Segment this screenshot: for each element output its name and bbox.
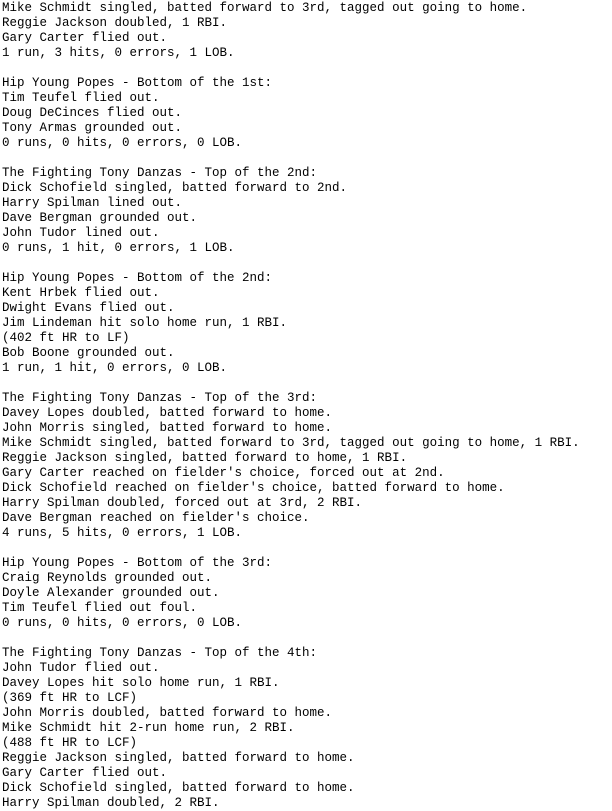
log-line: Dick Schofield singled, batted forward to 2nd. bbox=[2, 181, 348, 195]
log-line: Hip Young Popes - Bottom of the 1st: bbox=[2, 76, 273, 90]
log-line bbox=[2, 376, 612, 391]
log-line: Hip Young Popes - Bottom of the 2nd: bbox=[2, 271, 273, 285]
log-line bbox=[2, 541, 612, 556]
log-line: Doug DeCinces flied out. bbox=[2, 106, 183, 120]
log-line: Harry Spilman doubled, forced out at 3rd, 2 RBI. bbox=[2, 496, 363, 510]
log-line: Harry Spilman lined out. bbox=[2, 196, 183, 210]
log-line: Mike Schmidt singled, batted forward to 3rd, tagged out going to home. bbox=[2, 1, 528, 15]
log-line: Gary Carter reached on fielder's choice, forced out at 2nd. bbox=[2, 466, 445, 480]
log-line: Reggie Jackson singled, batted forward to home, 1 RBI. bbox=[2, 451, 408, 465]
log-line: (488 ft HR to LCF) bbox=[2, 736, 138, 750]
log-line: (402 ft HR to LF) bbox=[2, 331, 130, 345]
log-line: Kent Hrbek flied out. bbox=[2, 286, 160, 300]
log-line: 1 run, 1 hit, 0 errors, 0 LOB. bbox=[2, 361, 228, 375]
log-line: John Tudor flied out. bbox=[2, 661, 160, 675]
log-line: Gary Carter flied out. bbox=[2, 766, 168, 780]
log-line: Craig Reynolds grounded out. bbox=[2, 571, 213, 585]
log-line: Tim Teufel flied out. bbox=[2, 91, 160, 105]
log-line: Mike Schmidt singled, batted forward to 3rd, tagged out going to home, 1 RBI. bbox=[2, 436, 580, 450]
log-line: The Fighting Tony Danzas - Top of the 2nd: bbox=[2, 166, 318, 180]
log-line bbox=[2, 256, 612, 271]
log-line: Dick Schofield reached on fielder's choice, batted forward to home. bbox=[2, 481, 505, 495]
log-line: Davey Lopes doubled, batted forward to home. bbox=[2, 406, 333, 420]
log-line: Gary Carter flied out. bbox=[2, 31, 168, 45]
log-line: Mike Schmidt hit 2-run home run, 2 RBI. bbox=[2, 721, 295, 735]
log-line: The Fighting Tony Danzas - Top of the 4th: bbox=[2, 646, 318, 660]
log-line: 1 run, 3 hits, 0 errors, 1 LOB. bbox=[2, 46, 235, 60]
log-line: 4 runs, 5 hits, 0 errors, 1 LOB. bbox=[2, 526, 243, 540]
log-line bbox=[2, 151, 612, 166]
log-line: Doyle Alexander grounded out. bbox=[2, 586, 220, 600]
game-log bbox=[2, 1, 612, 811]
log-line: Tim Teufel flied out foul. bbox=[2, 601, 198, 615]
log-line: Dave Bergman grounded out. bbox=[2, 211, 198, 225]
log-line: Davey Lopes hit solo home run, 1 RBI. bbox=[2, 676, 280, 690]
log-line: 0 runs, 0 hits, 0 errors, 0 LOB. bbox=[2, 616, 243, 630]
log-line: Dave Bergman reached on fielder's choice. bbox=[2, 511, 310, 525]
log-line: The Fighting Tony Danzas - Top of the 3rd: bbox=[2, 391, 318, 405]
log-line: John Morris doubled, batted forward to home. bbox=[2, 706, 333, 720]
log-line: Jim Lindeman hit solo home run, 1 RBI. bbox=[2, 316, 288, 330]
log-line: Harry Spilman doubled, 2 RBI. bbox=[2, 796, 220, 810]
log-line: Reggie Jackson singled, batted forward to home. bbox=[2, 751, 355, 765]
log-line bbox=[2, 61, 612, 76]
log-line bbox=[2, 631, 612, 646]
log-line: John Morris singled, batted forward to home. bbox=[2, 421, 333, 435]
log-line: Bob Boone grounded out. bbox=[2, 346, 175, 360]
log-line: Dick Schofield singled, batted forward to home. bbox=[2, 781, 355, 795]
log-line: John Tudor lined out. bbox=[2, 226, 160, 240]
log-line: 0 runs, 0 hits, 0 errors, 0 LOB. bbox=[2, 136, 243, 150]
log-line: Reggie Jackson doubled, 1 RBI. bbox=[2, 16, 228, 30]
log-line: Dwight Evans flied out. bbox=[2, 301, 175, 315]
log-line: Tony Armas grounded out. bbox=[2, 121, 183, 135]
log-line: 0 runs, 1 hit, 0 errors, 1 LOB. bbox=[2, 241, 235, 255]
log-line: (369 ft HR to LCF) bbox=[2, 691, 138, 705]
log-line: Hip Young Popes - Bottom of the 3rd: bbox=[2, 556, 273, 570]
